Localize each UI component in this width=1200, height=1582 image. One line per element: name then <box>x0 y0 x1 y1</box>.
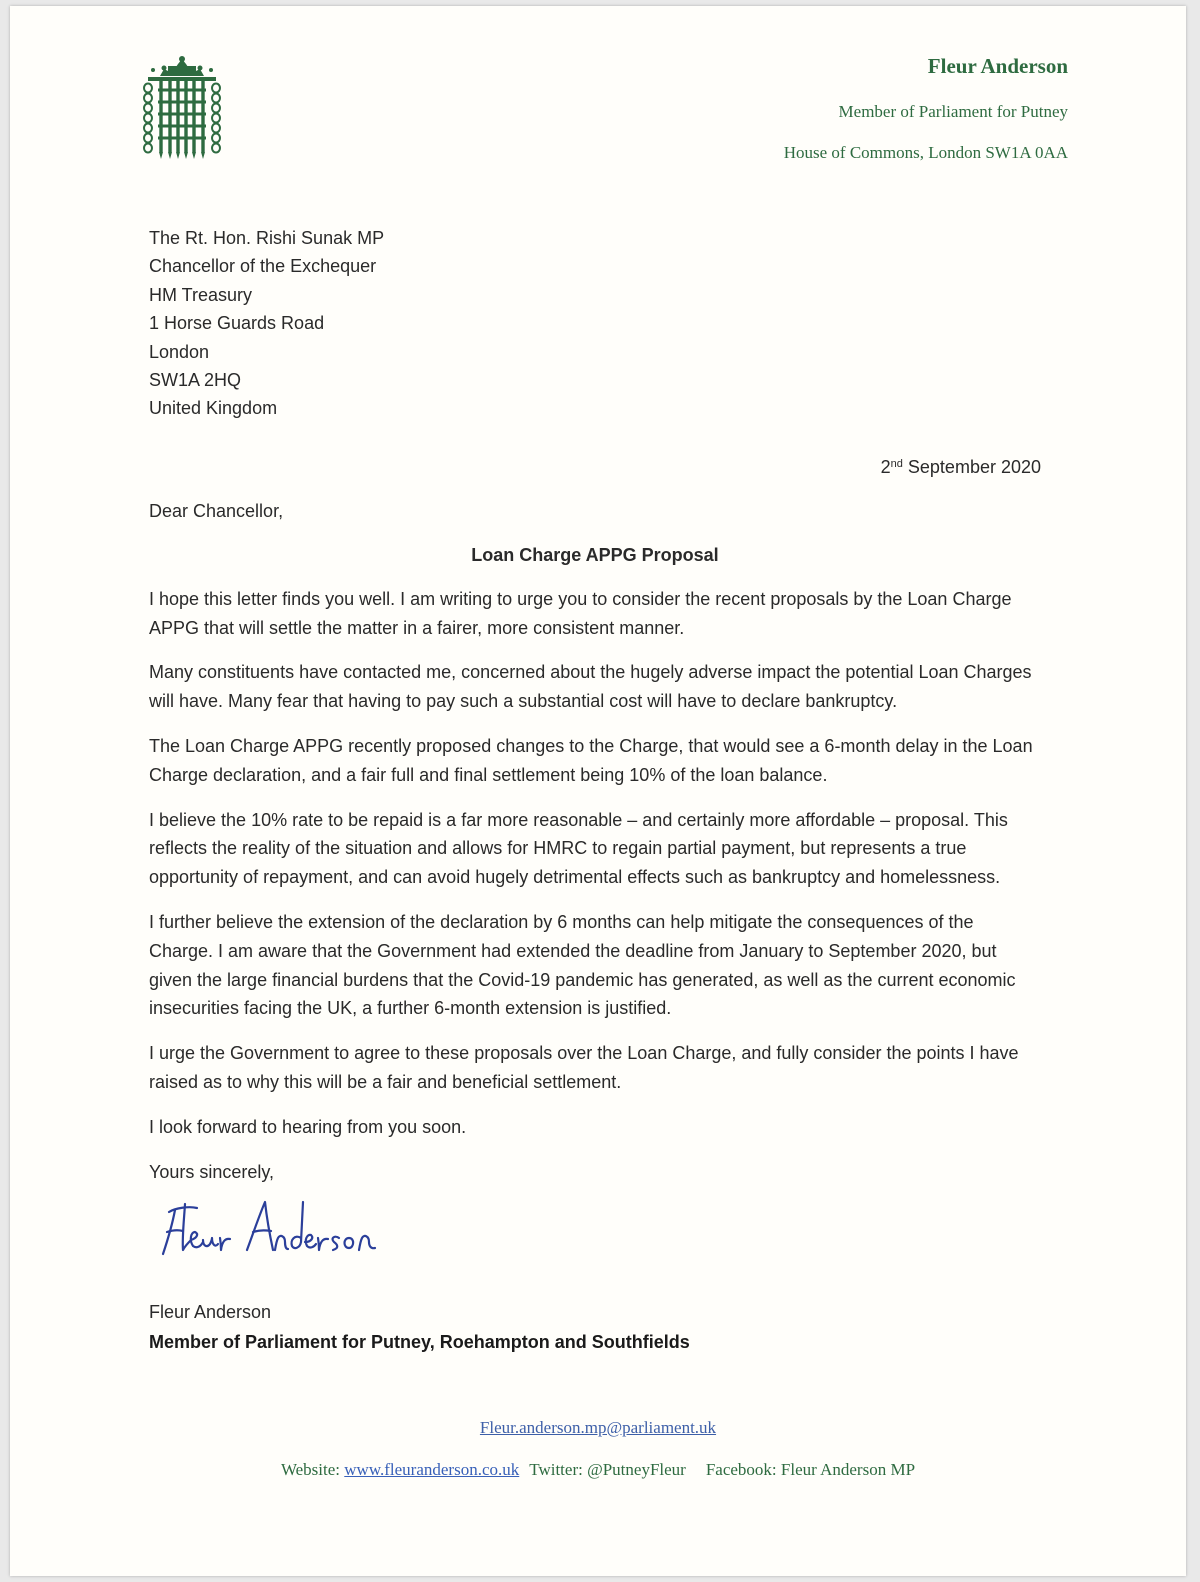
recipient-line: United Kingdom <box>149 398 278 419</box>
handwritten-signature <box>155 1194 395 1264</box>
twitter-handle: Twitter: @PutneyFleur <box>529 1460 686 1479</box>
signer-title: Member of Parliament for Putney, Roehampton and Southfields <box>149 1331 690 1352</box>
letterhead <box>468 50 1068 163</box>
salutation: Dear Chancellor, <box>149 500 284 521</box>
letter-body <box>149 224 1049 1358</box>
paragraph: Many constituents have contacted me, concerned about the hugely adverse impact the potential Loan Charges will have. Many fear that having to pay such a substantial cost will have to declare bankruptcy. <box>149 662 1032 712</box>
closing: Yours sincerely, <box>149 1161 275 1182</box>
facebook-page: Facebook: Fleur Anderson MP <box>705 1460 916 1479</box>
email-link[interactable]: Fleur.anderson.mp@parliament.uk <box>479 1418 717 1437</box>
paragraph: I look forward to hearing from you soon. <box>149 1116 467 1137</box>
paragraph: I hope this letter finds you well. I am writing to urge you to consider the recent proposals by the Loan Charge APPG that will settle the matter in a fairer, more consistent manner. <box>149 588 1012 638</box>
website-link[interactable]: www.fleuranderson.co.uk <box>344 1460 520 1479</box>
recipient-line: Chancellor of the Exchequer <box>149 256 377 277</box>
letterhead-role: Member of Parliament for Putney <box>838 102 1068 121</box>
recipient-line: London <box>149 341 210 362</box>
date-suffix: nd <box>890 457 903 470</box>
paragraph: The Loan Charge APPG recently proposed changes to the Charge, that would see a 6-month delay in the Loan Charge declaration, and a fair full and final settlement being 10% of the loan balance. <box>149 736 1033 785</box>
paragraph: I further believe the extension of the declaration by 6 months can help mitigate the consequences of the Charge. I am aware that the Government had extended the deadline from January to September 2020, but given the large financial burdens that the Covid-19 pandemic has generated, as well as the current economic insecurities facing the UK, a further 6-month extension is justified. <box>149 912 1016 1019</box>
date-day: 2 <box>880 456 891 477</box>
website-label: Website: <box>280 1460 345 1479</box>
signer-name: Fleur Anderson <box>149 1301 272 1322</box>
paragraph: I urge the Government to agree to these proposals over the Loan Charge, and fully consider the points I have raised as to why this will be a fair and beneficial settlement. <box>149 1043 1019 1092</box>
recipient-line: SW1A 2HQ <box>149 370 242 391</box>
letterhead-name: Fleur Anderson <box>927 54 1068 78</box>
date-rest: September 2020 <box>902 456 1041 477</box>
footer-contact-line <box>10 1460 1186 1480</box>
paragraph: I believe the 10% rate to be repaid is a far more reasonable – and certainly more affordable – proposal. This reflects the reality of the situation and allows for HMRC to regain partial payment, but represents a true opportunity of repayment, and can avoid hugely detrimental effects such as bankruptcy and homelessness. <box>149 809 1008 888</box>
footer-email-line <box>10 1418 1186 1438</box>
recipient-line: 1 Horse Guards Road <box>149 313 325 334</box>
recipient-line: The Rt. Hon. Rishi Sunak MP <box>149 228 385 248</box>
recipient-line: HM Treasury <box>149 284 253 305</box>
subject-heading: Loan Charge APPG Proposal <box>471 544 719 565</box>
letterhead-address: House of Commons, London SW1A 0AA <box>783 143 1068 162</box>
recipient-address <box>149 224 1049 423</box>
letter-date <box>149 453 1041 481</box>
portcullis-icon <box>134 56 230 160</box>
